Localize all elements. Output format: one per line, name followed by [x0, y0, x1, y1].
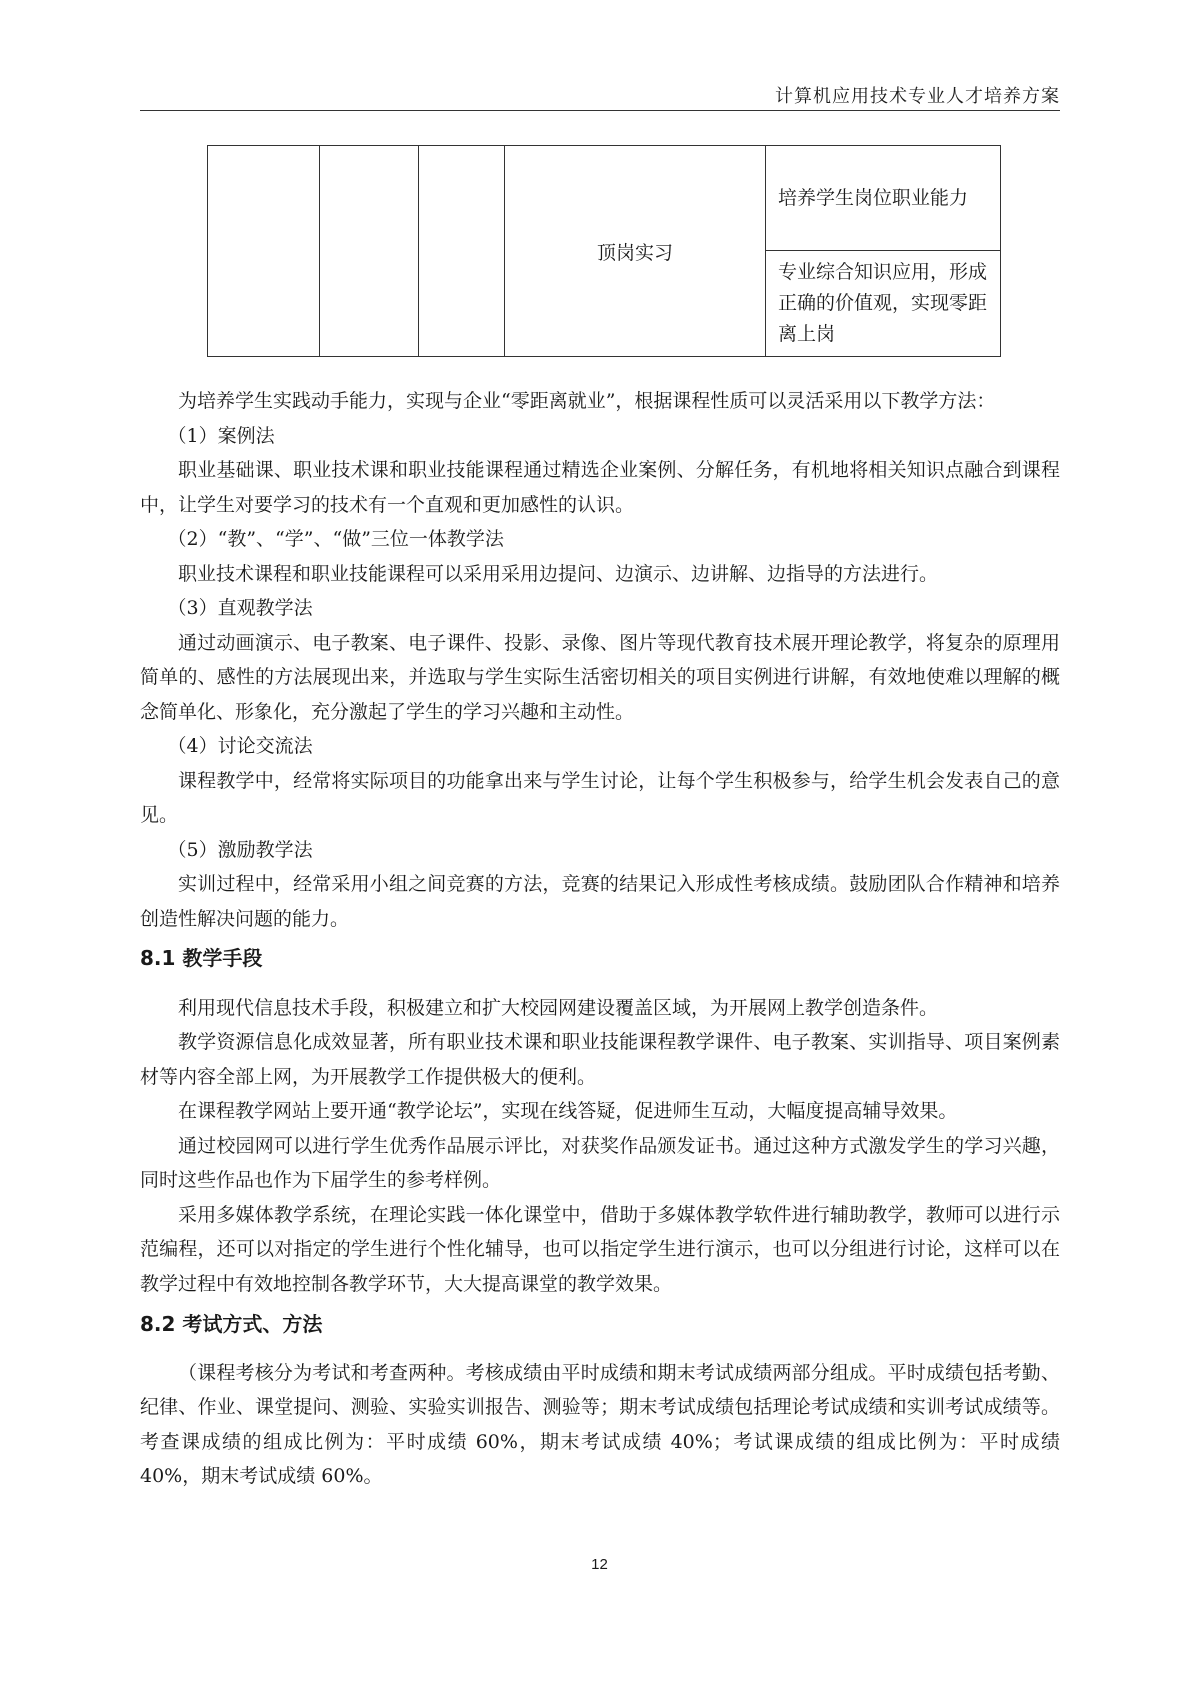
- section-paragraph: 教学资源信息化成效显著，所有职业技术课和职业技能课程教学课件、电子教案、实训指导、项目案例素材等内容全部上网，为开展教学工作提供极大的便利。: [140, 1031, 1060, 1088]
- section-paragraph: （课程考核分为考试和考查两种。考核成绩由平时成绩和期末考试成绩两部分组成。平时成绩包括考勤、纪律、作业、课堂提问、测验、实验实训报告、测验等；期末考试成绩包括理论考试成绩和实训考试成绩等。考查课成绩的组成比例为：平时成绩 60%，期末考试成绩 40%；考试课成绩的组成比例为：平时成绩 40%，期末考试成绩 60%。: [140, 1361, 1060, 1487]
- course-table: [207, 145, 1001, 357]
- section-paragraph: 利用现代信息技术手段，积极建立和扩大校园网建设覆盖区域，为开展网上教学创造条件。: [178, 996, 939, 1019]
- table-cell-internship: 顶岗实习: [505, 146, 766, 357]
- method-text: 课程教学中，经常将实际项目的功能拿出来与学生讨论，让每个学生积极参与，给学生机会发表自己的意见。: [140, 769, 1060, 826]
- method-text: 职业基础课、职业技术课和职业技能课程通过精选企业案例、分解任务，有机地将相关知识点融合到课程中，让学生对要学习的技术有一个直观和更加感性的认识。: [140, 459, 1060, 516]
- method-title: （3）直观教学法: [167, 597, 313, 619]
- method-text: 职业技术课程和职业技能课程可以采用采用边提问、边演示、边讲解、边指导的方法进行。: [178, 562, 939, 585]
- page-header: [140, 80, 1060, 111]
- method-title: （4）讨论交流法: [167, 735, 313, 757]
- section-heading-8-2: 8.2 考试方式、方法: [140, 1312, 323, 1336]
- method-title: （2）“教”、“学”、“做”三位一体教学法: [167, 528, 504, 550]
- table-cell-empty-3: [419, 146, 505, 357]
- table-cell-empty-2: [320, 146, 419, 357]
- method-text: 通过动画演示、电子教案、电子课件、投影、录像、图片等现代教育技术展开理论教学，将复杂的原理用简单的、感性的方法展现出来，并选取与学生实际生活密切相关的项目实例进行讲解，有效地使难以理解的概念简单化、形象化，充分激起了学生的学习兴趣和主动性。: [140, 631, 1060, 723]
- table-cell-goal: 培养学生岗位职业能力: [766, 146, 1001, 251]
- intro-paragraph: 为培养学生实践动手能力，实现与企业“零距离就业”，根据课程性质可以灵活采用以下教学方法：: [178, 390, 996, 412]
- method-title: （1）案例法: [167, 424, 275, 447]
- table-cell-empty-1: [208, 146, 320, 357]
- section-heading-8-1: 8.1 教学手段: [140, 946, 263, 970]
- document-body: [140, 384, 1060, 1494]
- header-title: 计算机应用技术专业人才培养方案: [775, 86, 1060, 107]
- section-paragraph: 采用多媒体教学系统，在理论实践一体化课堂中，借助于多媒体教学软件进行辅助教学，教师可以进行示范编程，还可以对指定的学生进行个性化辅导，也可以指定学生进行演示，也可以分组进行讨论，这样可以在教学过程中有效地控制各教学环节，大大提高课堂的教学效果。: [140, 1203, 1060, 1295]
- method-title: （5）激励教学法: [167, 838, 313, 861]
- method-text: 实训过程中，经常采用小组之间竞赛的方法，竞赛的结果记入形成性考核成绩。鼓励团队合作精神和培养创造性解决问题的能力。: [140, 873, 1060, 930]
- section-paragraph: 在课程教学网站上要开通“教学论坛”，实现在线答疑，促进师生互动，大幅度提高辅导效果。: [178, 1100, 958, 1122]
- section-paragraph: 通过校园网可以进行学生优秀作品展示评比，对获奖作品颁发证书。通过这种方式激发学生的学习兴趣，同时这些作品也作为下届学生的参考样例。: [140, 1134, 1060, 1191]
- table-cell-description: 专业综合知识应用，形成正确的价值观，实现零距离上岗: [766, 251, 1001, 357]
- page-number: 12: [591, 1556, 608, 1573]
